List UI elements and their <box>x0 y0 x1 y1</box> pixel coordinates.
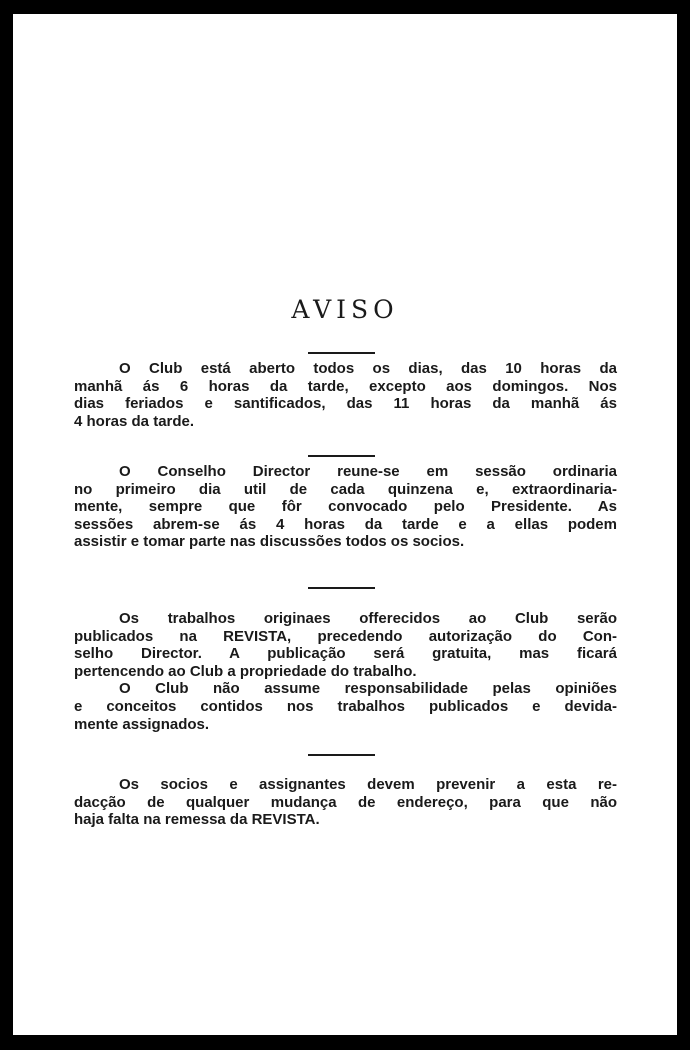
divider-rule <box>308 352 375 354</box>
paragraph-address-change <box>74 776 617 829</box>
paragraph-line: pertencendo ao Club a propriedade do trabalho. <box>74 662 417 680</box>
paragraph-line: Os socios e assignantes devem prevenir a esta re- <box>119 776 617 793</box>
page-title: AVISO <box>291 295 399 324</box>
paragraph-line: Os trabalhos originaes offerecidos ao Club serão <box>119 610 617 627</box>
paragraph-original-works <box>74 610 617 733</box>
paragraph-line: haja falta na remessa da REVISTA. <box>74 811 320 829</box>
paragraph-line: dacção de qualquer mudança de endereço, para que não <box>74 793 617 811</box>
paragraph-line: assistir e tomar parte nas discussões todos os socios. <box>74 533 465 551</box>
paragraph-council-sessions <box>74 463 617 551</box>
divider-rule <box>308 754 375 756</box>
paragraph-line: sessões abrem-se ás 4 horas da tarde e a ellas podem <box>74 515 617 533</box>
paragraph-opening-hours <box>74 360 617 430</box>
paragraph-line: mente, sempre que fôr convocado pelo Presidente. As <box>74 498 617 516</box>
paragraph-line: no primeiro dia util de cada quinzena e, extraordinaria- <box>74 480 617 498</box>
divider-rule <box>308 587 375 589</box>
paragraph-line: 4 horas da tarde. <box>74 412 195 430</box>
paragraph-line: publicados na REVISTA, precedendo autorização do Con- <box>74 627 617 645</box>
paragraph-line: e conceitos contidos nos trabalhos publicados e devida- <box>74 697 617 715</box>
paragraph-line: mente assignados. <box>74 715 210 733</box>
paragraph-line: manhã ás 6 horas da tarde, excepto aos domingos. Nos <box>74 377 617 395</box>
paragraph-line: O Club está aberto todos os dias, das 10 horas da <box>119 360 617 377</box>
paragraph-line: dias feriados e santificados, das 11 horas da manhã ás <box>74 395 617 413</box>
paragraph-line: selho Director. A publicação será gratuita, mas ficará <box>74 645 617 663</box>
paragraph-line: O Conselho Director reune-se em sessão ordinaria <box>119 463 617 480</box>
divider-rule <box>308 455 375 457</box>
paragraph-line: O Club não assume responsabilidade pelas opiniões <box>119 680 617 698</box>
document-page <box>13 14 677 1035</box>
